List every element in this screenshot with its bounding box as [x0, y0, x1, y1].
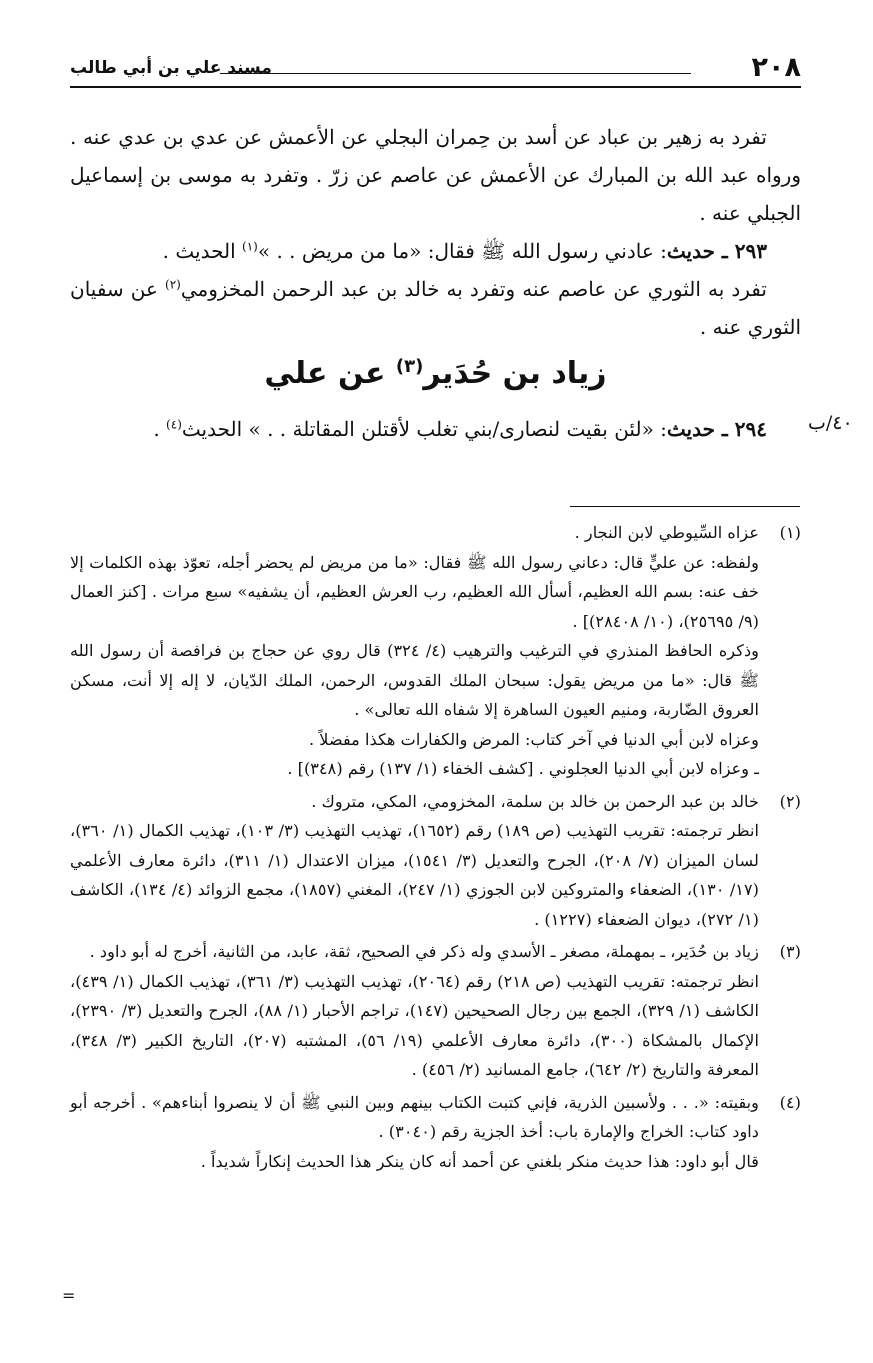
section-title — [70, 356, 801, 391]
body-text-2 — [70, 410, 801, 448]
hadith-294-label: ٢٩٤ ـ حديث — [666, 417, 767, 441]
header-dash — [220, 73, 691, 74]
footnote-text: قال أبو داود: هذا حديث منكر بلغني عن أحمد أنه كان ينكر هذا الحديث إنكاراً شديداً . — [200, 1151, 759, 1171]
hadith-294-tail: . — [153, 417, 167, 441]
footnote-ref-4[interactable]: (٤) — [166, 417, 182, 432]
manuscript-folio-note: ٤٠/ب — [808, 412, 853, 434]
continuation-mark: = — [62, 1286, 76, 1305]
hadith-293-label: ٢٩٣ ـ حديث — [666, 239, 767, 263]
footnote-text: انظر ترجمته: تقريب التهذيب (ص ١٨٩) رقم (١٦٥٢)، تهذيب التهذيب (٣/ ١٠٣)، تهذيب الكمال (١/ ٣٦٠)، لسان الميزان (٧/ ٢٠٨)، الجرح والتعديل (٣/ ١٥٤١)، ميزان الاعتدال (١/ ٣١١)، دائرة معارف الأعلمي (١٧/ ١٣٠)، الضعفاء والمتروكين لابن الجوزي (١/ ٢٤٧)، المغني (١٨٥٧)، مجمع الزوائد (٤/ ١٣٤)، الكاشف (١/ ٢٧٢)، ديوان الضعفاء (١٢٢٧) . — [70, 821, 759, 929]
hadith-293 — [70, 232, 801, 270]
section-title-name: زياد بن حُدَير — [423, 356, 607, 391]
footnote-text: خالد بن عبد الرحمن بن خالد بن سلمة، المخزومي، المكي، متروك . — [311, 791, 759, 811]
footnote-number: (٢) — [779, 791, 801, 811]
footnote-text: ـ وعزاه لابن أبي الدنيا العجلوني . [كشف الخفاء (١/ ١٣٧) رقم (٣٤٨)] . — [287, 759, 759, 778]
footnote-number: (٣) — [779, 942, 801, 961]
footnote-text: وعزاه لابن أبي الدنيا في آخر كتاب: المرض والكفارات هكذا مفضلاً . — [309, 729, 759, 749]
paragraph-2-tail: عن سفيان الثوري عنه . — [70, 277, 801, 339]
footnote-ref-3[interactable]: (٣) — [395, 356, 424, 377]
footnote-2 — [70, 787, 801, 935]
footnote-1 — [70, 518, 801, 784]
footnote-text: زياد بن حُدَير، ـ بمهملة، مصغر ـ الأسدي وله ذكر في الصحيح، ثقة، عابد، من الثانية، أخرج له أبو داود . — [89, 942, 759, 961]
footnote-4 — [70, 1088, 801, 1177]
footnotes — [70, 518, 801, 1179]
footnote-ref-1[interactable]: (١) — [242, 239, 258, 254]
footnote-text: انظر ترجمته: تقريب التهذيب (ص ٢١٨) رقم (٢٠٦٤)، تهذيب التهذيب (٣/ ٣٦١)، تهذيب الكمال (١/ ٤٣٩)، الكاشف (١/ ٣٢٩)، الجمع بين رجال الصحيحين (١٤٧)، تراجم الأحبار (١/ ٨٨)، الجرح والتعديل (٣/ ٢٣٩٠)، الإكمال بالمشكاة (٣٠٠)، دائرة معارف الأعلمي (١٩/ ٥٦)، المشتبه (٢٠٧)، التاريخ الكبير (٣/ ٣٤٨)، المعرفة والتاريخ (٢/ ٦٤٢)، جامع المسانيد (٢/ ٤٥٦) . — [70, 971, 759, 1079]
paragraph-2-text: تفرد به الثوري عن عاصم عنه وتفرد به خالد بن عبد الرحمن المخزومي — [180, 277, 767, 301]
footnote-number: (١) — [779, 523, 801, 542]
header-rule — [70, 86, 801, 88]
running-title: مسند علي بن أبي طالب — [70, 58, 272, 78]
footnote-ref-2[interactable]: (٢) — [165, 277, 181, 292]
body-text — [70, 118, 801, 346]
footnote-separator — [570, 506, 800, 507]
hadith-294-text: : «لئن بقيت لنصارى/بني تغلب لأقتلن المقاتلة . . » الحديث — [181, 417, 667, 441]
hadith-293-tail: الحديث . — [162, 239, 243, 263]
hadith-294 — [70, 410, 801, 448]
paragraph-2 — [70, 270, 801, 346]
footnote-text: وبقيته: «. . . ولأسبين الذرية، فإني كتبت الكتاب بينهم وبين النبي ﷺ أن لا ينصروا أبناءهم» . أخرجه أبو داود كتاب: الخراج والإمارة باب: أخذ الجزية رقم (٣٠٤٠) . — [70, 1092, 759, 1141]
footnote-number: (٤) — [779, 1092, 801, 1112]
footnote-text: وذكره الحافظ المنذري في الترغيب والترهيب (٤/ ٣٢٤) قال روي عن حجاج بن فرافصة أن رسول الله ﷺ قال: «ما من مريض يقول: سبحان الملك القدوس، الرحمن، الملك الدّيان، لا إله إلا أنت، مسكن العروق الضّاربة، ومنيم العيون الساهرة إلا شفاه الله تعالى» . — [70, 641, 759, 719]
footnote-3 — [70, 937, 801, 1085]
footnote-text: عزاه السِّيوطي لابن النجار . — [574, 523, 759, 542]
paragraph-1: تفرد به زهير بن عباد عن أسد بن حِمران البجلي عن الأعمش عن عدي بن عدي عنه . ورواه عبد الله بن المبارك عن الأعمش عن عاصم عن زرّ . وتفرد به موسى بن إسماعيل الجبلي عنه . — [70, 125, 801, 225]
footnote-text: ولفظه: عن عليٍّ قال: دعاني رسول الله ﷺ فقال: «ما من مريض لم يحضر أجله، تعوّذ بهذه الكلمات إلا خف عنه: بسم الله العظيم، أسأل الله العظيم، رب العرش العظيم، أن يشفيه» سبع مرات . [كنز العمال (٩/ ٢٥٦٩٥)، (١٠/ ٢٨٤٠٨)] . — [70, 552, 759, 631]
section-title-tail: عن علي — [264, 356, 396, 391]
page-number: ٢٠٨ — [751, 52, 801, 83]
hadith-293-text: : عادني رسول الله ﷺ فقال: «ما من مريض . . » — [257, 239, 667, 263]
page-header — [70, 50, 801, 84]
